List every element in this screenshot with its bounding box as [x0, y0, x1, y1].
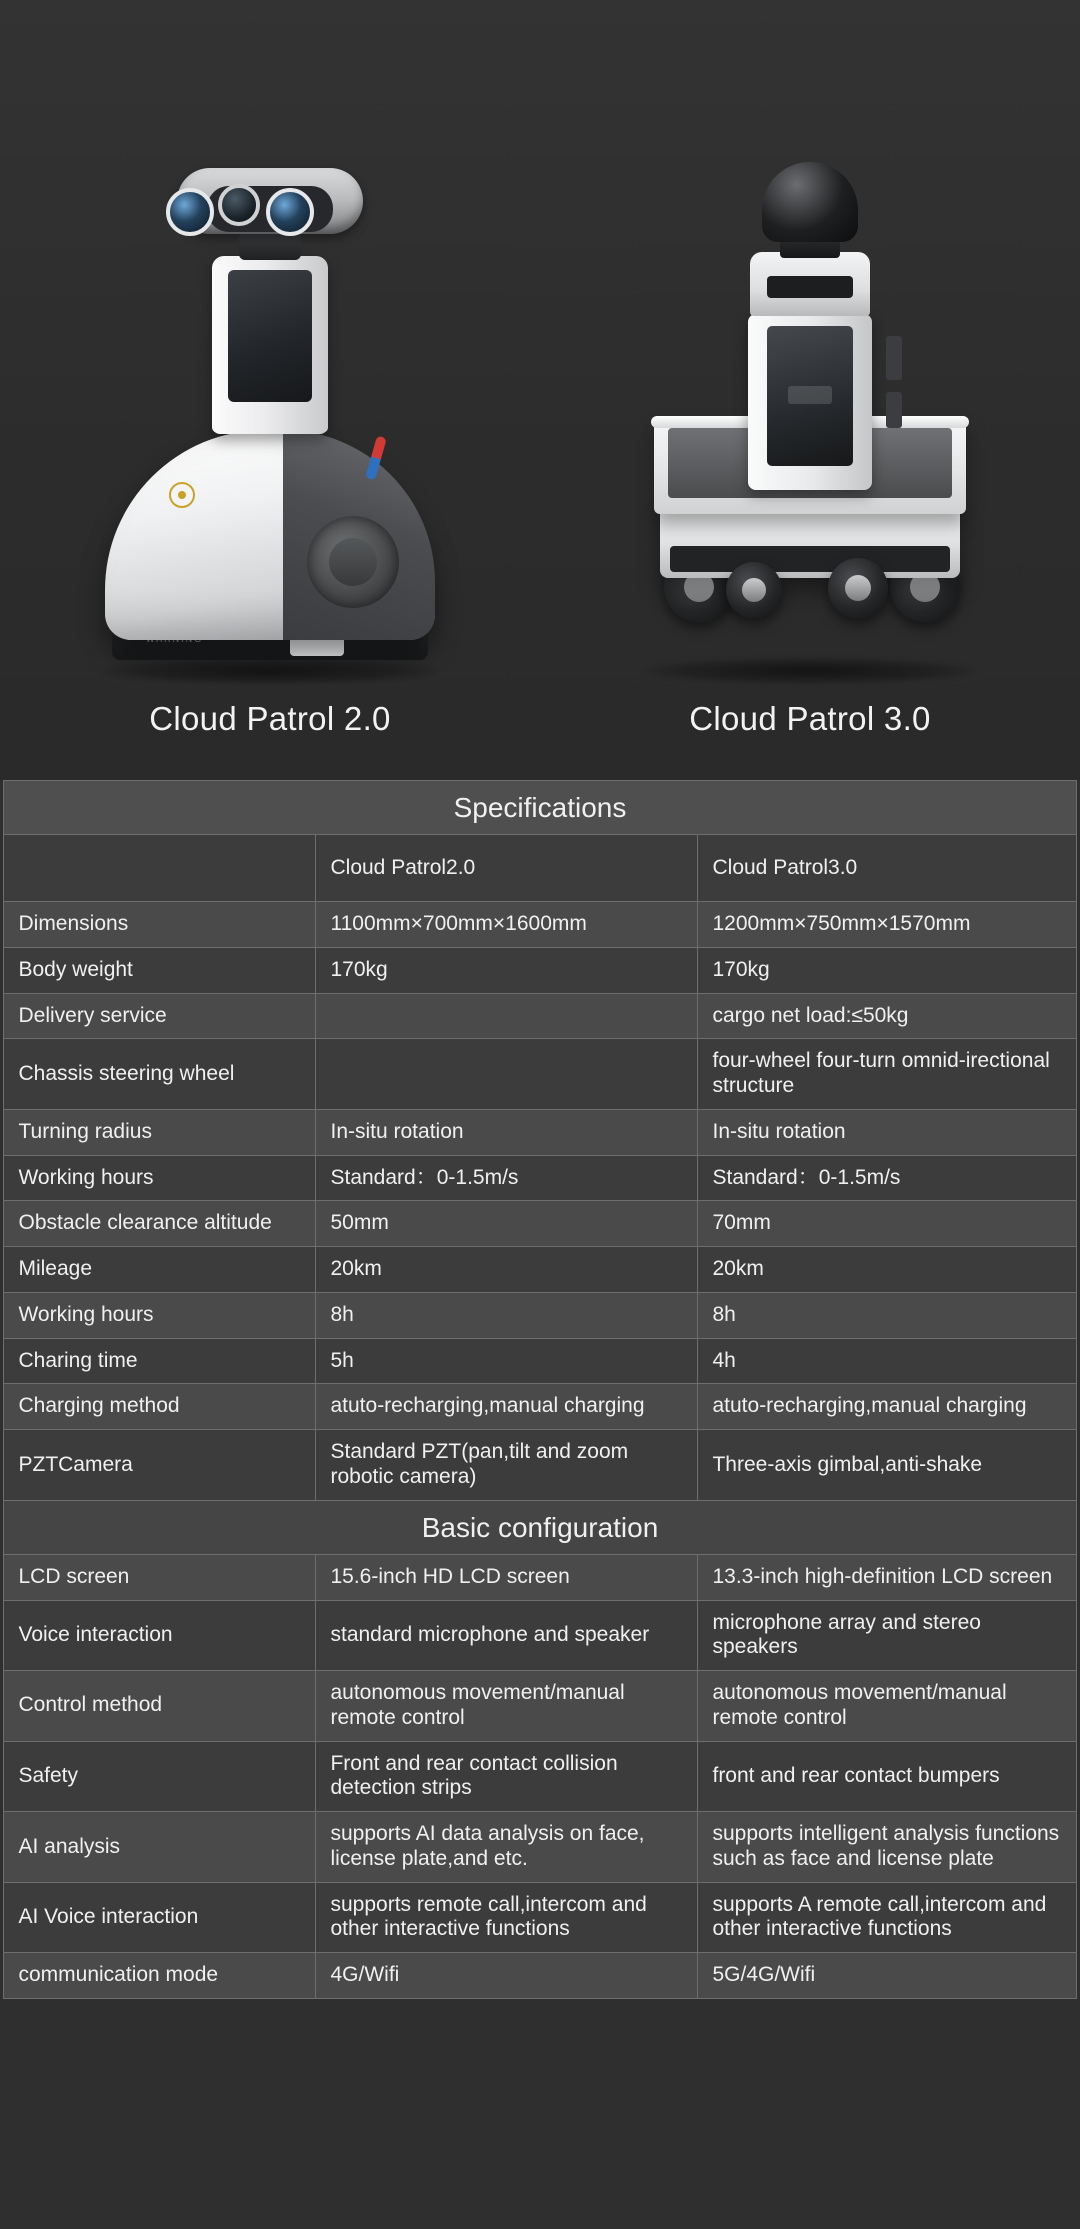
table-row — [4, 1554, 1076, 1600]
row-value-3: 4h — [698, 1338, 1076, 1384]
robot2-neck — [239, 232, 301, 260]
row-value-3: 20km — [698, 1247, 1076, 1293]
robot2-screen — [228, 270, 312, 402]
robot3-side-vent — [886, 392, 902, 428]
table-header-row — [4, 835, 1076, 902]
row-value-2: standard microphone and speaker — [316, 1600, 698, 1671]
row-value-2: Standard：0-1.5m/s — [316, 1155, 698, 1201]
robot3-chassis — [660, 506, 960, 578]
row-value-2: atuto-recharging,manual charging — [316, 1384, 698, 1430]
robot-image-cloud-patrol-3 — [600, 100, 1020, 690]
table-row — [4, 1882, 1076, 1953]
row-value-2: supports remote call,intercom and other interactive functions — [316, 1882, 698, 1953]
row-label: AI analysis — [4, 1812, 316, 1883]
column-header-cloud-patrol-2: Cloud Patrol2.0 — [316, 835, 698, 902]
row-label: PZTCamera — [4, 1430, 316, 1501]
row-value-2: Front and rear contact collision detection strips — [316, 1741, 698, 1812]
row-value-2 — [316, 993, 698, 1039]
row-value-2: supports AI data analysis on face, license plate,and etc. — [316, 1812, 698, 1883]
table-row — [4, 1671, 1076, 1742]
row-label: Body weight — [4, 947, 316, 993]
row-value-2: 1100mm×700mm×1600mm — [316, 902, 698, 948]
row-value-3: cargo net load:≤50kg — [698, 993, 1076, 1039]
robot3-wheel — [828, 558, 888, 618]
row-label: Delivery service — [4, 993, 316, 1039]
row-label: Voice interaction — [4, 1600, 316, 1671]
table-row — [4, 902, 1076, 948]
specifications-table — [3, 780, 1076, 1999]
table-section-title-basic-configuration — [4, 1500, 1076, 1554]
robot3-sensor-slot — [767, 276, 853, 298]
row-value-3: 70mm — [698, 1201, 1076, 1247]
robot2-logo-badge — [169, 482, 195, 508]
page-bottom-spacer — [0, 1999, 1080, 2057]
row-value-2: autonomous movement/manual remote control — [316, 1671, 698, 1742]
row-value-3: microphone array and stereo speakers — [698, 1600, 1076, 1671]
row-label: Mileage — [4, 1247, 316, 1293]
table-row — [4, 1600, 1076, 1671]
table-row — [4, 1109, 1076, 1155]
column-header-blank — [4, 835, 316, 902]
table-row — [4, 1338, 1076, 1384]
row-value-2: 8h — [316, 1292, 698, 1338]
robot3-wheel — [726, 562, 782, 618]
robot2-hub-inner — [329, 538, 377, 586]
row-value-3: autonomous movement/manual remote control — [698, 1671, 1076, 1742]
row-value-3: front and rear contact bumpers — [698, 1741, 1076, 1812]
row-value-3: Standard：0-1.5m/s — [698, 1155, 1076, 1201]
table-row — [4, 1201, 1076, 1247]
row-label: Control method — [4, 1671, 316, 1742]
row-label: LCD screen — [4, 1554, 316, 1600]
hero-section — [0, 0, 1080, 780]
table-row — [4, 1741, 1076, 1812]
shadow — [645, 658, 975, 684]
shadow — [105, 658, 435, 684]
row-value-2: Standard PZT(pan,tilt and zoom robotic camera) — [316, 1430, 698, 1501]
row-label: Safety — [4, 1741, 316, 1812]
row-value-3: 1200mm×750mm×1570mm — [698, 902, 1076, 948]
robot-image-cloud-patrol-2 — [60, 100, 480, 690]
row-value-3: 13.3-inch high-definition LCD screen — [698, 1554, 1076, 1600]
table-row — [4, 1430, 1076, 1501]
row-label: Chassis steering wheel — [4, 1039, 316, 1110]
row-value-3: 170kg — [698, 947, 1076, 993]
camera-lens-icon — [266, 188, 314, 236]
section-title: Specifications — [4, 781, 1076, 835]
table-row — [4, 1247, 1076, 1293]
row-value-2 — [316, 1039, 698, 1110]
table-row — [4, 993, 1076, 1039]
product-caption: Cloud Patrol 3.0 — [689, 700, 931, 737]
row-label: Dimensions — [4, 902, 316, 948]
row-value-2: 4G/Wifi — [316, 1953, 698, 1999]
row-value-3: 8h — [698, 1292, 1076, 1338]
product-caption: Cloud Patrol 2.0 — [149, 700, 391, 737]
row-label: Charing time — [4, 1338, 316, 1384]
row-value-3: In-situ rotation — [698, 1109, 1076, 1155]
row-value-2: 5h — [316, 1338, 698, 1384]
row-label: Working hours — [4, 1292, 316, 1338]
table-section-title-specifications — [4, 781, 1076, 835]
column-header-cloud-patrol-3: Cloud Patrol3.0 — [698, 835, 1076, 902]
robot2-body — [105, 430, 435, 640]
row-value-3: Three-axis gimbal,anti-shake — [698, 1430, 1076, 1501]
table-row — [4, 947, 1076, 993]
robot3-camera-dome — [762, 162, 858, 242]
table-row — [4, 1384, 1076, 1430]
row-value-3: 5G/4G/Wifi — [698, 1953, 1076, 1999]
row-value-2: 170kg — [316, 947, 698, 993]
row-value-3: atuto-recharging,manual charging — [698, 1384, 1076, 1430]
camera-lens-icon — [218, 184, 260, 226]
table-row — [4, 1155, 1076, 1201]
row-label: Turning radius — [4, 1109, 316, 1155]
row-label: Obstacle clearance altitude — [4, 1201, 316, 1247]
table-row — [4, 1812, 1076, 1883]
row-value-2: 15.6-inch HD LCD screen — [316, 1554, 698, 1600]
row-label: Charging method — [4, 1384, 316, 1430]
row-label: communication mode — [4, 1953, 316, 1999]
row-label: Working hours — [4, 1155, 316, 1201]
row-value-3: supports A remote call,intercom and other interactive functions — [698, 1882, 1076, 1953]
row-value-3: four-wheel four-turn omnid-irectional structure — [698, 1039, 1076, 1110]
table-row — [4, 1953, 1076, 1999]
row-value-2: 50mm — [316, 1201, 698, 1247]
table-row — [4, 1039, 1076, 1110]
row-label: AI Voice interaction — [4, 1882, 316, 1953]
product-card-cloud-patrol-2 — [0, 0, 540, 780]
product-card-cloud-patrol-3 — [540, 0, 1080, 780]
specifications-table-section — [0, 780, 1080, 2057]
row-value-2: 20km — [316, 1247, 698, 1293]
camera-lens-icon — [166, 188, 214, 236]
table-row — [4, 1292, 1076, 1338]
robot3-side-vent — [886, 336, 902, 380]
row-value-2: In-situ rotation — [316, 1109, 698, 1155]
robot2-wheel-hub — [307, 516, 399, 608]
section-title: Basic configuration — [4, 1500, 1076, 1554]
robot2-accent-stripe — [365, 435, 387, 480]
row-value-3: supports intelligent analysis functions such as face and license plate — [698, 1812, 1076, 1883]
robot2-body-dark-side — [283, 430, 435, 640]
robot3-chassis-bumper — [670, 546, 950, 572]
robot3-screen-logo — [788, 386, 832, 404]
